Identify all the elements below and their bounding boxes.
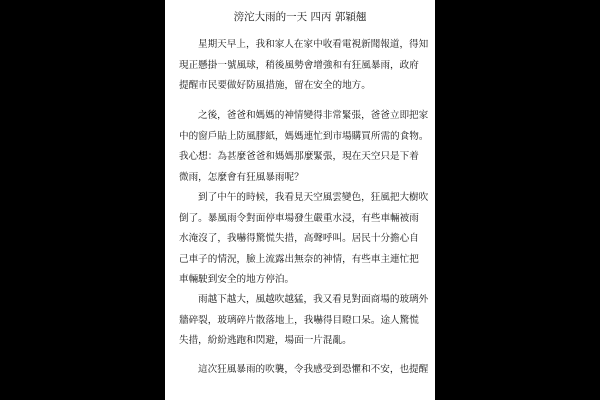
paragraph-line: 水淹沒了，我嚇得驚慌失措，高聲呼叫。居民十分擔心自 [179,233,419,244]
paragraph-line: 提醒市民要做好防風措施，留在安全的地方。 [179,80,371,91]
paragraph-4 [179,290,429,352]
paragraph-line: 我心想：為甚麼爸爸和媽媽那麼緊張，現在天空只是下着 [179,151,419,162]
paragraph-line: 己車子的情況，臉上流露出無奈的神情，有些車主連忙把 [179,253,419,265]
paragraph-line: 到了中午的時候，我看見天空風雲變色，狂風把大樹吹 [198,192,429,203]
document-page [165,0,435,400]
paragraph-5 [179,360,429,381]
paragraph-line: 現正懸掛一號風球，稍後風勢會增強和有狂風暴雨，政府 [179,59,419,71]
paragraph-line: 中的窗戶貼上防風膠紙，媽媽連忙到市場購買所需的食物。 [179,130,429,142]
paragraph-line: 微雨，怎麼會有狂風暴雨呢？ [179,171,304,183]
paragraph-2 [179,106,429,188]
paragraph-line: 之後，爸爸和媽媽的神情變得非常緊張，爸爸立即把家 [198,110,429,121]
paragraph-line: 牆碎裂，玻璃碎片散落地上，我嚇得目瞪口呆。途人驚慌 [179,314,419,326]
paragraph-1 [179,35,429,97]
paragraph-line: 倒了。暴風雨令對面停車場發生嚴重水浸，有些車輛被雨 [179,212,419,224]
paragraph-line: 失措，紛紛逃跑和閃避，場面一片混亂。 [179,335,352,346]
paragraph-line: 這次狂風暴雨的吹襲，令我感受到恐懼和不安，也提醒 [198,364,429,375]
document-title: 滂沱大雨的一天 四丙 郭穎翹 [233,11,367,23]
paragraph-line: 車輛駛到安全的地方停泊。 [179,274,295,285]
paragraph-line: 雨越下越大，風越吹越猛，我又看見對面商場的玻璃外 [198,294,429,305]
paragraph-line: 星期天早上，我和家人在家中收看電視新聞報道，得知 [198,39,429,50]
paragraph-3 [179,188,429,291]
